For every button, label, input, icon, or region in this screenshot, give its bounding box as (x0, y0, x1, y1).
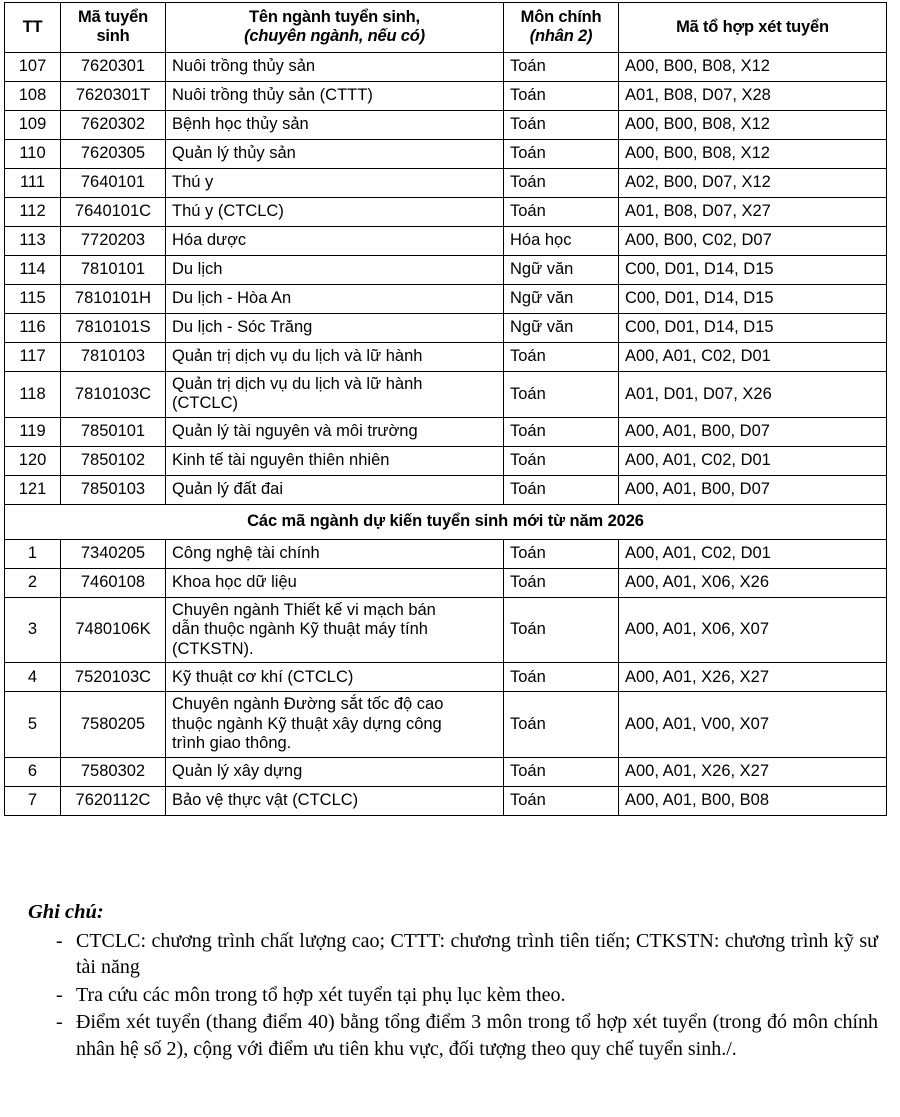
cell-tt: 120 (5, 446, 61, 475)
table-header (5, 3, 887, 53)
cell-code: 7850101 (61, 417, 166, 446)
cell-combo: C00, D01, D14, D15 (619, 284, 887, 313)
table-row (5, 342, 887, 371)
column-header-combo (619, 3, 887, 53)
cell-name: Bảo vệ thực vật (CTCLC) (166, 786, 504, 815)
table-row (5, 539, 887, 568)
cell-combo: A00, A01, X06, X07 (619, 597, 887, 662)
cell-code: 7520103C (61, 663, 166, 692)
note-bullet-dash: - (56, 1011, 63, 1034)
cell-code: 7580302 (61, 757, 166, 786)
cell-name: Du lịch (166, 255, 504, 284)
cell-subject: Ngữ văn (504, 255, 619, 284)
cell-subject: Ngữ văn (504, 284, 619, 313)
table-row (5, 168, 887, 197)
cell-combo: A02, B00, D07, X12 (619, 168, 887, 197)
table-row (5, 255, 887, 284)
admissions-table (4, 2, 887, 816)
cell-name-line-1: Chuyên ngành Đường sắt tốc độ cao (172, 695, 444, 714)
table-row (5, 110, 887, 139)
note-item-text: Điểm xét tuyển (thang điểm 40) bằng tổng điểm 3 môn trong tổ hợp xét tuyển (trong đó môn chính nhân hệ số 2), cộng với điểm ưu tiên khu vực, đối tượng theo quy chế tuyển sinh./. (76, 1011, 878, 1060)
cell-name: Du lịch - Sóc Trăng (166, 313, 504, 342)
cell-tt: 110 (5, 139, 61, 168)
cell-code: 7620301T (61, 81, 166, 110)
table-section-header-label: Các mã ngành dự kiến tuyển sinh mới từ năm 2026 (5, 504, 887, 539)
cell-tt: 115 (5, 284, 61, 313)
cell-subject: Toán (504, 597, 619, 662)
cell-combo: C00, D01, D14, D15 (619, 255, 887, 284)
notes-section (0, 900, 900, 1064)
cell-code: 7850103 (61, 475, 166, 504)
cell-subject: Toán (504, 139, 619, 168)
cell-name: Thú y (CTCLC) (166, 197, 504, 226)
note-item (56, 928, 878, 981)
cell-combo: A00, B00, C02, D07 (619, 226, 887, 255)
cell-code: 7460108 (61, 568, 166, 597)
note-bullet-dash: - (56, 983, 63, 1006)
note-item-text: Tra cứu các môn trong tổ hợp xét tuyển tại phụ lục kèm theo. (76, 983, 566, 1006)
cell-tt: 112 (5, 197, 61, 226)
cell-subject: Toán (504, 110, 619, 139)
column-header-tt-label: TT (22, 17, 43, 36)
cell-combo: A01, B08, D07, X27 (619, 197, 887, 226)
table-row (5, 81, 887, 110)
cell-tt: 7 (5, 786, 61, 815)
cell-code: 7850102 (61, 446, 166, 475)
column-header-code (61, 3, 166, 53)
table-row (5, 313, 887, 342)
cell-name: Quản lý đất đai (166, 475, 504, 504)
note-bullet-dash: - (56, 929, 63, 952)
cell-name: Công nghệ tài chính (166, 539, 504, 568)
cell-combo: A00, A01, C02, D01 (619, 539, 887, 568)
note-item (56, 982, 878, 1009)
notes-list (0, 928, 900, 1063)
cell-combo: A00, A01, X06, X26 (619, 568, 887, 597)
column-header-subject-line1: Môn chính (520, 8, 602, 26)
cell-code: 7810101S (61, 313, 166, 342)
cell-code: 7620301 (61, 52, 166, 81)
cell-combo: A00, A01, V00, X07 (619, 692, 887, 757)
cell-code: 7640101 (61, 168, 166, 197)
cell-name: Quản lý xây dựng (166, 757, 504, 786)
cell-code: 7620305 (61, 139, 166, 168)
cell-combo: A01, B08, D07, X28 (619, 81, 887, 110)
table-row (5, 757, 887, 786)
cell-subject: Toán (504, 168, 619, 197)
cell-code: 7720203 (61, 226, 166, 255)
cell-tt: 117 (5, 342, 61, 371)
column-header-tt (5, 3, 61, 53)
cell-subject: Toán (504, 197, 619, 226)
cell-subject: Toán (504, 539, 619, 568)
cell-code: 7810101H (61, 284, 166, 313)
table-section-header-row (5, 504, 887, 539)
cell-tt: 1 (5, 539, 61, 568)
cell-subject: Toán (504, 371, 619, 417)
column-header-code-line1: Mã tuyển (78, 8, 148, 26)
cell-name: Thú y (166, 168, 504, 197)
cell-tt: 116 (5, 313, 61, 342)
cell-combo: A00, B00, B08, X12 (619, 139, 887, 168)
column-header-name-line2: (chuyên ngành, nếu có) (244, 27, 425, 46)
table-row (5, 371, 887, 417)
table-row (5, 663, 887, 692)
table-row (5, 692, 887, 757)
cell-name (166, 692, 504, 757)
cell-tt: 119 (5, 417, 61, 446)
cell-code: 7810101 (61, 255, 166, 284)
cell-subject: Toán (504, 475, 619, 504)
table-row (5, 475, 887, 504)
cell-name: Kỹ thuật cơ khí (CTCLC) (166, 663, 504, 692)
table-row (5, 226, 887, 255)
column-header-subject (504, 3, 619, 53)
cell-subject: Toán (504, 52, 619, 81)
cell-name: Nuôi trồng thủy sản (CTTT) (166, 81, 504, 110)
cell-combo: A01, D01, D07, X26 (619, 371, 887, 417)
cell-tt: 4 (5, 663, 61, 692)
cell-subject: Toán (504, 81, 619, 110)
note-item-text: CTCLC: chương trình chất lượng cao; CTTT: chương trình tiên tiến; CTKSTN: chương trình kỹ sư tài năng (76, 929, 878, 979)
cell-subject: Toán (504, 342, 619, 371)
table-row (5, 197, 887, 226)
cell-subject: Toán (504, 446, 619, 475)
table-row (5, 139, 887, 168)
cell-code: 7620112C (61, 786, 166, 815)
cell-combo: A00, A01, C02, D01 (619, 446, 887, 475)
table-header-row (5, 3, 887, 53)
cell-subject: Toán (504, 417, 619, 446)
cell-name: Du lịch - Hòa An (166, 284, 504, 313)
cell-code: 7480106K (61, 597, 166, 662)
cell-tt: 113 (5, 226, 61, 255)
cell-subject: Toán (504, 568, 619, 597)
cell-code: 7810103 (61, 342, 166, 371)
cell-name-line-1: Quản trị dịch vụ du lịch và lữ hành (172, 374, 423, 393)
cell-tt: 111 (5, 168, 61, 197)
column-header-name (166, 3, 504, 53)
cell-name: Khoa học dữ liệu (166, 568, 504, 597)
cell-combo: A00, A01, B00, D07 (619, 475, 887, 504)
column-header-combo-label: Mã tổ hợp xét tuyển (676, 17, 829, 36)
cell-subject: Ngữ văn (504, 313, 619, 342)
cell-name-line-3: (CTKSTN). (172, 639, 254, 658)
column-header-subject-line2: (nhân 2) (529, 27, 593, 46)
note-item (56, 1009, 878, 1062)
notes-title: Ghi chú: (28, 901, 104, 923)
cell-name: Bệnh học thủy sản (166, 110, 504, 139)
cell-name: Hóa dược (166, 226, 504, 255)
cell-name: Nuôi trồng thủy sản (166, 52, 504, 81)
cell-name-line-3: trình giao thông. (172, 734, 292, 753)
cell-name-line-1: Chuyên ngành Thiết kế vi mạch bán (172, 600, 436, 619)
cell-subject: Toán (504, 663, 619, 692)
cell-subject: Toán (504, 786, 619, 815)
cell-name-line-2: thuộc ngành Kỹ thuật xây dựng công (172, 714, 442, 733)
table-row (5, 284, 887, 313)
table-row (5, 786, 887, 815)
cell-combo: A00, B00, B08, X12 (619, 52, 887, 81)
column-header-code-line2: sinh (96, 27, 130, 46)
cell-code: 7580205 (61, 692, 166, 757)
cell-name-line-2: dẫn thuộc ngành Kỹ thuật máy tính (172, 620, 428, 639)
cell-tt: 3 (5, 597, 61, 662)
cell-combo: A00, A01, C02, D01 (619, 342, 887, 371)
column-header-name-line1: Tên ngành tuyển sinh, (249, 8, 420, 26)
cell-tt: 107 (5, 52, 61, 81)
cell-code: 7620302 (61, 110, 166, 139)
cell-name (166, 597, 504, 662)
admissions-table-container (4, 2, 886, 816)
cell-code: 7640101C (61, 197, 166, 226)
cell-combo: A00, A01, B00, D07 (619, 417, 887, 446)
cell-subject: Toán (504, 692, 619, 757)
cell-tt: 2 (5, 568, 61, 597)
cell-subject: Toán (504, 757, 619, 786)
cell-tt: 108 (5, 81, 61, 110)
cell-name: Quản trị dịch vụ du lịch và lữ hành (166, 342, 504, 371)
cell-name: Quản lý tài nguyên và môi trường (166, 417, 504, 446)
cell-tt: 114 (5, 255, 61, 284)
cell-name (166, 371, 504, 417)
cell-tt: 121 (5, 475, 61, 504)
table-body (5, 52, 887, 815)
cell-tt: 109 (5, 110, 61, 139)
cell-combo: A00, A01, X26, X27 (619, 663, 887, 692)
cell-combo: A00, B00, B08, X12 (619, 110, 887, 139)
table-row (5, 52, 887, 81)
table-row (5, 417, 887, 446)
cell-tt: 5 (5, 692, 61, 757)
cell-combo: C00, D01, D14, D15 (619, 313, 887, 342)
cell-combo: A00, A01, X26, X27 (619, 757, 887, 786)
cell-code: 7810103C (61, 371, 166, 417)
table-row (5, 597, 887, 662)
cell-name: Quản lý thủy sản (166, 139, 504, 168)
cell-tt: 6 (5, 757, 61, 786)
table-row (5, 446, 887, 475)
cell-combo: A00, A01, B00, B08 (619, 786, 887, 815)
cell-name: Kinh tế tài nguyên thiên nhiên (166, 446, 504, 475)
cell-name-line-2: (CTCLC) (172, 394, 238, 413)
cell-subject: Hóa học (504, 226, 619, 255)
cell-tt: 118 (5, 371, 61, 417)
table-row (5, 568, 887, 597)
cell-code: 7340205 (61, 539, 166, 568)
